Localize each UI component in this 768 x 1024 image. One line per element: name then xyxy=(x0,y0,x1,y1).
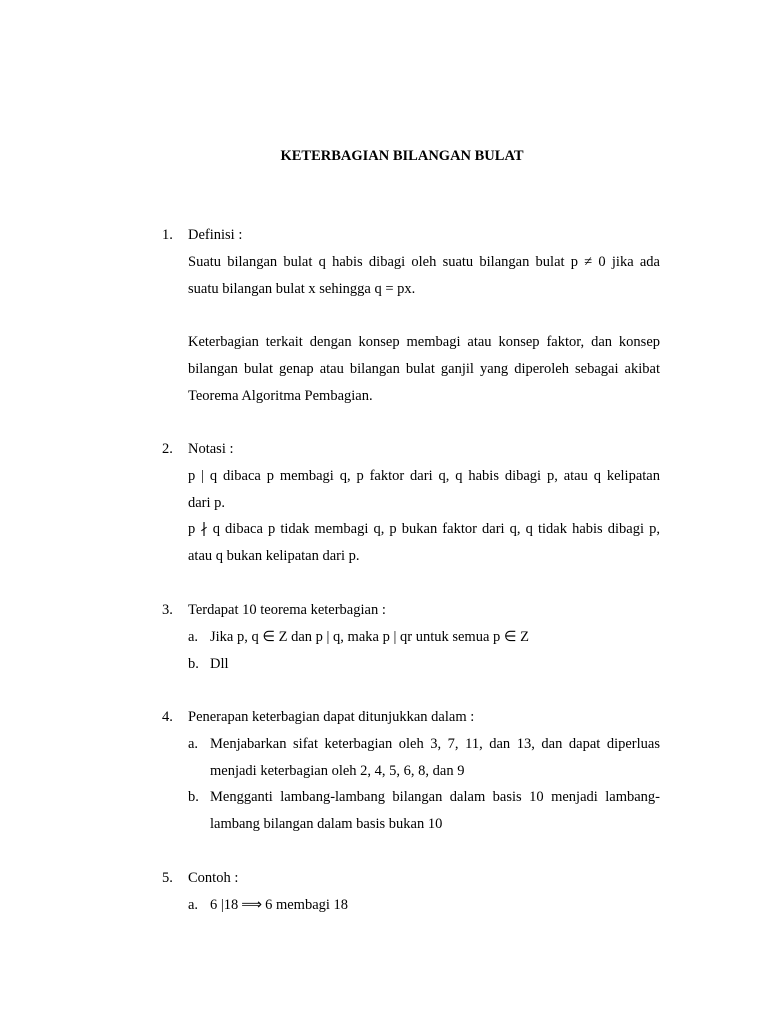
section-number: 5. xyxy=(162,870,173,886)
list-item-text xyxy=(210,731,660,785)
paragraph-line: atau q bukan kelipatan dari p. xyxy=(188,548,360,565)
section-heading: Definisi : xyxy=(188,227,243,243)
paragraph-line: bilangan bulat genap atau bilangan bulat ganjil yang diperoleh sebagai akibat xyxy=(188,360,660,377)
list-item-text: Dll xyxy=(210,655,229,672)
example-expression: 6 |18 xyxy=(210,896,239,913)
document-title: KETERBAGIAN BILANGAN BULAT xyxy=(280,148,524,164)
section-number: 3. xyxy=(162,602,173,618)
paragraph-line: suatu bilangan bulat x sehingga q = px. xyxy=(188,280,416,297)
section-heading: Penerapan keterbagian dapat ditunjukkan dalam : xyxy=(188,709,475,725)
section-heading: Notasi : xyxy=(188,441,234,457)
section-body xyxy=(188,436,660,570)
list-item xyxy=(188,651,660,678)
list-item-line: Mengganti lambang-lambang bilangan dalam basis 10 menjadi lambang- xyxy=(210,789,660,806)
list-item xyxy=(188,731,660,785)
list-item-line: menjadi keterbagian oleh 2, 4, 5, 6, 8, dan 9 xyxy=(210,762,465,779)
paragraph-line: dari p. xyxy=(188,494,226,511)
list-item-text xyxy=(210,892,660,919)
section-body xyxy=(188,704,660,838)
section-body xyxy=(188,865,660,919)
paragraph-line: p ∤ q dibaca p tidak membagi q, p bukan faktor dari q, q tidak habis dibagi p, xyxy=(188,521,660,538)
list-item xyxy=(188,892,660,919)
section-number: 1. xyxy=(162,227,173,243)
list-item-letter: a. xyxy=(188,896,199,913)
list-item-letter: b. xyxy=(188,655,199,672)
list-item-text xyxy=(210,784,660,838)
paragraph-line: Teorema Algoritma Pembagian. xyxy=(188,387,373,404)
paragraph-line: Suatu bilangan bulat q habis dibagi oleh suatu bilangan bulat p ≠ 0 jika ada xyxy=(188,253,660,270)
list-item-line: lambang bilangan dalam basis bukan 10 xyxy=(210,816,443,833)
section-heading: Terdapat 10 teorema keterbagian : xyxy=(188,602,386,618)
paragraph-line: Keterbagian terkait dengan konsep membagi atau konsep faktor, dan konsep xyxy=(188,334,660,351)
list-item-text: Jika p, q ∈ Z dan p | q, maka p | qr untuk semua p ∈ Z xyxy=(210,628,529,645)
list-item xyxy=(188,624,660,651)
implies-arrow-icon: ⟹ xyxy=(241,896,263,913)
section-body xyxy=(188,222,660,410)
list-item-letter: a. xyxy=(188,735,199,752)
paragraph-line: p | q dibaca p membagi q, p faktor dari q, q habis dibagi p, atau q kelipatan xyxy=(188,467,660,484)
list-item-letter: a. xyxy=(188,628,199,645)
example-result: 6 membagi 18 xyxy=(265,896,349,913)
list-item-letter: b. xyxy=(188,789,199,806)
list-item-line: Menjabarkan sifat keterbagian oleh 3, 7, 11, dan 13, dan dapat diperluas xyxy=(210,735,660,752)
section-number: 2. xyxy=(162,441,173,457)
list-item xyxy=(188,784,660,838)
section-heading: Contoh : xyxy=(188,870,239,886)
section-number: 4. xyxy=(162,709,173,725)
section-body xyxy=(188,597,660,677)
